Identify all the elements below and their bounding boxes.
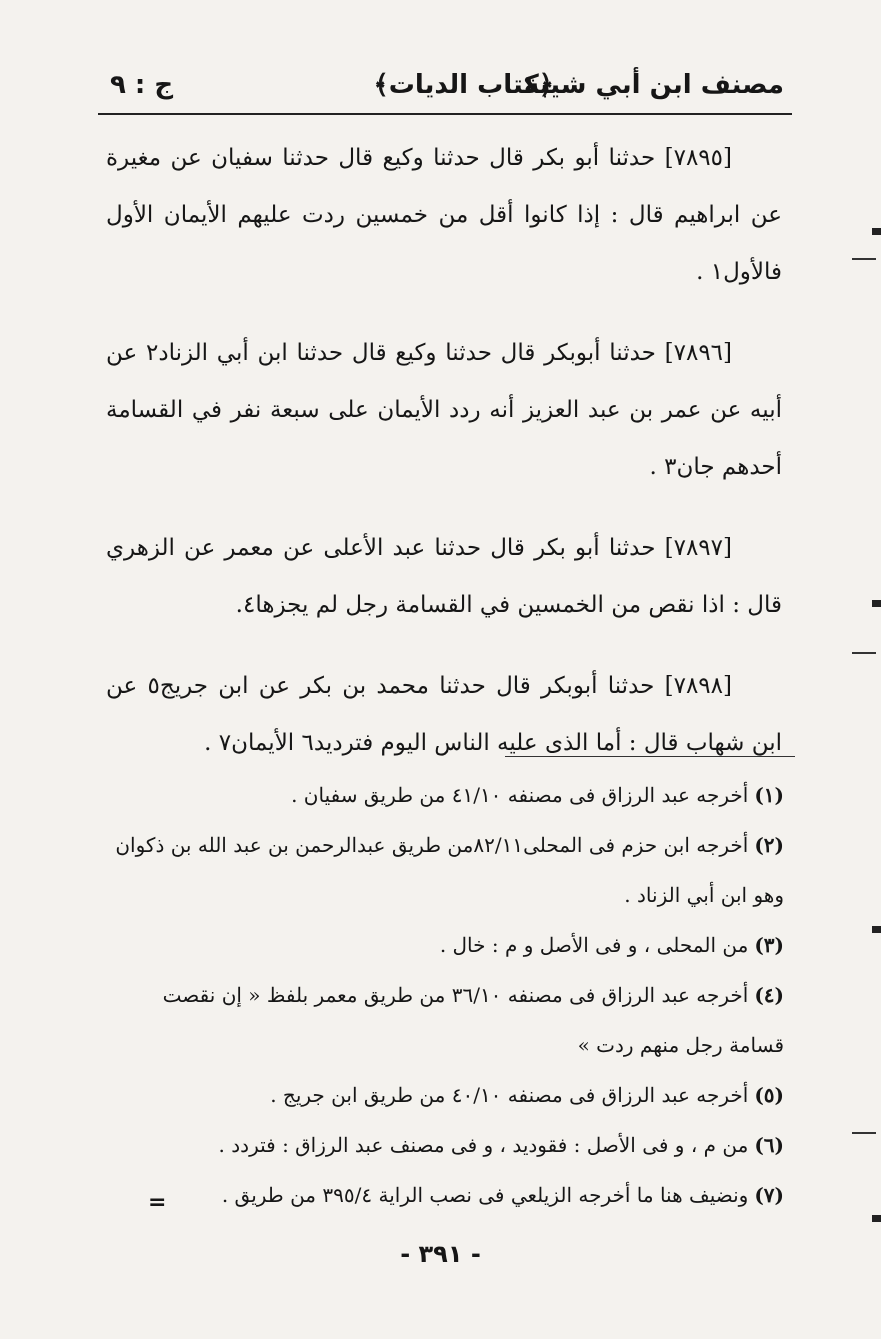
footnote-text: أخرجه عبد الرزاق فى مصنفه ٣٦/١٠ من طريق معمر بلفظ « إن نقصت قسامة رجل منهم ردت »	[162, 983, 784, 1057]
scan-edge-mark	[872, 1215, 881, 1222]
footnote-text: أخرجه ابن حزم فى المحلى٨٢/١١من طريق عبدالرحمن بن عبد الله بن ذكوان وهو ابن أبي الزناد .	[115, 833, 784, 907]
hadith-7896: [٧٨٩٦] حدثنا أبوبكر قال حدثنا وكيع قال حدثنا ابن أبي الزناد٢ عن أبيه عن عمر بن عبد العزيز أنه ردد الأيمان على سبعة نفر في القسامة أحدهم جان٣ .	[106, 340, 782, 480]
main-text	[106, 130, 782, 796]
footnote-number: (٥)	[754, 1083, 784, 1107]
book-title: مصنف ابن أبي شيبة	[523, 70, 784, 100]
hadith-7895: [٧٨٩٥] حدثنا أبو بكر قال حدثنا وكيع قال حدثنا سفيان عن مغيرة عن ابراهيم قال : إذا كانوا أقل من خمسين ردت عليهم الأيمان الأول فالأول١ .	[106, 145, 782, 285]
page-number: - ٣٩١ -	[400, 1240, 481, 1268]
footnote-text: ونضيف هنا ما أخرجه الزيلعي فى نصب الراية ٣٩٥/٤ من طريق .	[221, 1183, 749, 1207]
scan-edge-mark	[872, 228, 881, 235]
header-rule	[98, 113, 792, 115]
hadith-7898: [٧٨٩٨] حدثنا أبوبكر قال حدثنا محمد بن بكر عن ابن جريج٥ عن ابن شهاب قال : أما الذى عليه الناس اليوم فترديد٦ الأيمان٧ .	[106, 673, 782, 756]
footnote-3	[112, 920, 784, 970]
footnote-7	[112, 1170, 784, 1220]
footnote-1	[112, 770, 784, 820]
footnote-4	[112, 970, 784, 1070]
scan-edge-mark	[872, 926, 881, 933]
footnote-number: (٣)	[754, 933, 784, 957]
hadith-7897: [٧٨٩٧] حدثنا أبو بكر قال حدثنا عبد الأعلى عن معمر عن الزهري قال : اذا نقص من الخمسين في القسامة رجل لم يجزها٤.	[106, 535, 782, 618]
footnote-number: (٦)	[754, 1133, 784, 1157]
footnote-2	[112, 820, 784, 920]
footnote-number: (١)	[754, 783, 784, 807]
footnote-text: أخرجه عبد الرزاق فى مصنفه ٤٠/١٠ من طريق ابن جريج .	[270, 1083, 749, 1107]
footnote-text: من م ، و فى الأصل : فقوديد ، و فى مصنف عبد الرزاق : فتردد .	[218, 1133, 749, 1157]
scan-edge-stroke	[852, 652, 876, 654]
volume-number: ج : ٩	[110, 70, 174, 100]
footnote-text: أخرجه عبد الرزاق فى مصنفه ٤١/١٠ من طريق سفيان .	[291, 783, 749, 807]
footnote-number: (٤)	[754, 983, 784, 1007]
footnote-5	[112, 1070, 784, 1120]
scan-edge-stroke	[852, 1132, 876, 1134]
chapter-title: ﴿كتاب الديات﴾	[373, 70, 554, 100]
footnote-separator	[505, 756, 795, 757]
continuation-mark: =	[148, 1190, 167, 1215]
footnote-6	[112, 1120, 784, 1170]
footnote-number: (٢)	[754, 833, 784, 857]
footnotes	[112, 770, 784, 1220]
scan-edge-mark	[872, 600, 881, 607]
running-header	[98, 60, 792, 110]
scan-edge-stroke	[852, 258, 876, 260]
footnote-text: من المحلى ، و فى الأصل و م : خال .	[439, 933, 749, 957]
footnote-number: (٧)	[754, 1183, 784, 1207]
